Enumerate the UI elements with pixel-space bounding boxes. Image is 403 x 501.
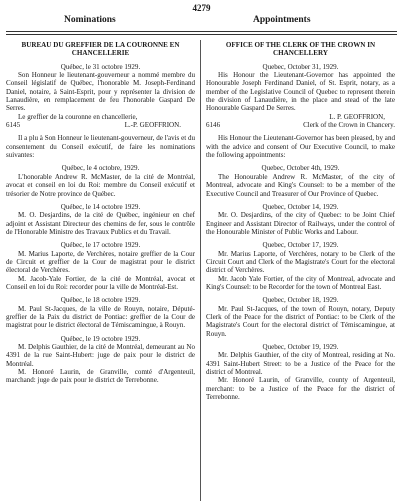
english-title: OFFICE OF THE CLERK OF THE CROWN IN CHANCELLERY — [225, 41, 376, 58]
french-paragraph: M. Paul St-Jacques, de la ville de Rouyn, notaire, Député-greffier de la Paix du district de Pontiac: greffier de la Cour de magistrat pour le district électoral de Témiscamingue, à Rouyn. — [6, 304, 195, 330]
english-paragraph: Mr. Delphis Gauthier, of the city of Montreal, residing at No. 4391 Saint-Hubert Street: to be a Justice of the Peace for the district of Montreal. — [206, 351, 395, 377]
french-paragraph: M. Jacob-Yale Fortier, de la cité de Montréal, avocat et Conseil en loi du Roi: recorder pour la ville de Montréal-Est. — [6, 274, 195, 291]
column-divider — [200, 40, 201, 501]
french-date: Québec, le 19 octobre 1929. — [60, 334, 141, 343]
english-notice-number: 6146 — [206, 121, 221, 130]
french-date: Québec, le 31 octobre 1929. — [60, 62, 141, 71]
english-signature — [206, 121, 395, 129]
english-paragraph: The Honourable Andrew R. McMaster, of the city of Montreal, advocate and King's Counsel: to be a member of the Executive Council and Treasurer of Our Province of Quebec. — [206, 172, 395, 198]
french-signature-title: Le greffier de la couronne en chancellerie, — [18, 112, 138, 121]
english-date: Quebec, October 19, 1929. — [262, 343, 339, 351]
french-title: BUREAU DU GREFFIER DE LA COURONNE EN CHANCELLERIE — [21, 41, 180, 58]
heading-appointments: Appointments — [253, 15, 311, 25]
heading-nominations: Nominations — [64, 15, 116, 25]
french-paragraph: M. Delphis Gauthier, de la cité de Montréal, demeurant au No 4391 de la rue Saint-Hubert: juge de paix pour le district de Montréal. — [6, 343, 195, 368]
english-paragraph: Mr. Honoré Laurin, of Granville, county of Argenteuil, merchant: to be a Justice of the Peace for the district of Terrebonne. — [206, 376, 395, 402]
french-date: Québec, le 4 octobre, 1929. — [61, 164, 140, 173]
french-date: Québec, le 14 octobre 1929. — [60, 202, 141, 211]
french-paragraph: M. Honoré Laurin, de Granville, comté d'Argenteuil, marchand: juge de paix pour le district de Terrebonne. — [6, 368, 195, 385]
top-rule — [6, 31, 397, 32]
english-paragraph: Mr. Paul St-Jacques, of the town of Rouyn, notary, Deputy Clerk of the Peace for the district of Pontiac: to be Clerk of the Magistrate's Court for the electoral district of Témiscamingue, at Rouyn. — [206, 304, 395, 338]
french-date: Québec, le 18 octobre 1929. — [60, 296, 141, 305]
french-column — [6, 41, 195, 385]
french-paragraph: Il a plu à Son Honneur le lieutenant-gouverneur, de l'avis et du consentement du Conseil exécutif, de faire les nominations suivantes: — [6, 134, 195, 160]
french-paragraph: M. O. Desjardins, de la cité de Québec, ingénieur en chef adjoint et Assistant Directeur des chemins de fer, sous le contrôle de l'Honorable Ministre des Travaux Publics et du Travail. — [6, 211, 195, 236]
french-signature — [6, 121, 195, 129]
french-paragraph: Son Honneur le lieutenant-gouverneur a nommé membre du Conseil législatif de Québec, l'honorable M. Joseph-Ferdinand Daniel, notaire, à Saint-Esprit, pour y représenter la division de Lanaudière, en remplacement de feu l'honorable Gaspard De Serres. — [6, 71, 195, 113]
english-paragraph: Mr. O. Desjardins, of the city of Quebec: to be Joint Chief Engineer and Assistant Director of Railways, under the control of the Honourable Minister of Public Works and Labour. — [206, 211, 395, 236]
column-headings — [0, 15, 403, 29]
english-signature-name: L. P. GEOFFRION, — [329, 112, 385, 121]
english-date: Quebec, October 31, 1929. — [262, 62, 339, 71]
english-column — [206, 41, 395, 401]
french-paragraph: L'honorable Andrew R. McMaster, de la cité de Montréal, avocat et conseil en loi du Roi: membre du Conseil exécutif et trésorier de Notre province de Québec. — [6, 172, 195, 198]
english-date: Quebec, October 17, 1929. — [262, 241, 339, 250]
english-paragraph: His Honour the Lieutenant-Governor has appointed the Honourable Joseph Ferdinand Daniel, of St. Esprit, notary, as a member of the Legislative Council of Quebec to represent therein the division of Lanaudière, in the place and stead of the late Honourable Gaspard De Serres. — [206, 71, 395, 113]
french-signature-name: L.-P. GEOFFRION. — [124, 121, 181, 130]
english-paragraph: Mr. Jacob Yale Fortier, of the city of Montreal, advocate and King's Counsel: to be Recorder for the town of Montreal East. — [206, 274, 395, 291]
french-paragraph: M. Marius Laporte, de Verchères, notaire greffier de la Cour de Circuit et greffier de la Cour de magistrat pour le district électoral de Verchères. — [6, 249, 195, 275]
english-date: Quebec, October 4th, 1929. — [261, 164, 340, 173]
french-date: Québec, le 17 octobre 1929. — [60, 241, 141, 250]
top-rule-2 — [6, 34, 397, 35]
page-number: 4279 — [192, 3, 211, 13]
english-signature-title: Clerk of the Crown in Chancery. — [303, 121, 395, 130]
french-notice-number: 6145 — [6, 121, 21, 130]
english-paragraph: Mr. Marius Laporte, of Verchères, notary to be Clerk of the Circuit Court and Clerk of the Magistrate's Court for the electoral district of Verchères. — [206, 249, 395, 275]
english-date: Quebec, October 18, 1929. — [262, 296, 339, 305]
english-date: Quebec, October 14, 1929. — [262, 202, 339, 211]
english-paragraph: His Honour the Lieutenant-Governor has been pleased, by and with the advice and consent of Our Executive Council, to make the following appointments: — [206, 134, 395, 160]
